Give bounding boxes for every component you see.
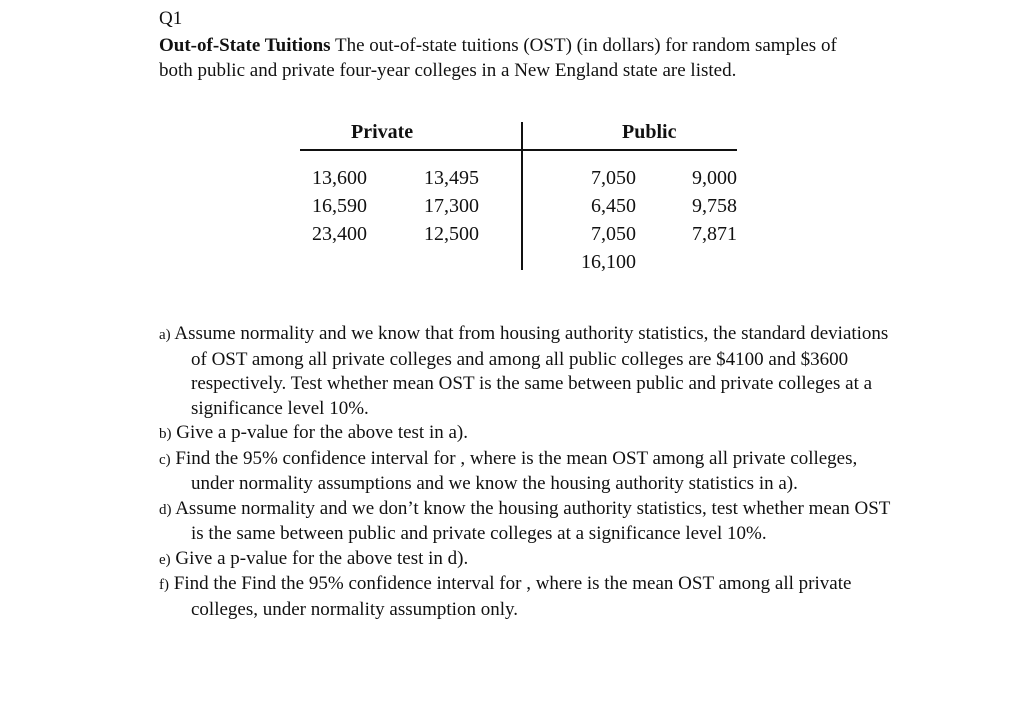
table-header-rule <box>300 149 737 151</box>
part-label: b) <box>159 426 172 442</box>
table-header-private: Private <box>351 121 414 143</box>
table-cell: 7,050 <box>591 223 636 245</box>
question-part-d <box>159 497 899 547</box>
table-cell: 12,500 <box>424 223 479 245</box>
table-cell: 17,300 <box>424 195 479 217</box>
part-text: Find the Find the 95% confidence interval for , where is the mean OST among all private colleges, under normality assumption only. <box>173 573 852 620</box>
question-intro <box>159 33 859 83</box>
table-cell: 16,100 <box>581 251 636 273</box>
part-text: Assume normality and we don’t know the housing authority statistics, test whether mean OST is the same between public and private colleges at a significance level 10%. <box>175 497 891 544</box>
table-header-public: Public <box>622 121 677 143</box>
question-part-e <box>159 547 899 573</box>
private-column-1 <box>297 164 367 248</box>
part-text: Find the 95% confidence interval for , where is the mean OST among all private colleges, under normality assumptions and we know the housing authority statistics in a). <box>175 447 858 494</box>
table-cell: 6,450 <box>591 195 636 217</box>
question-parts <box>159 322 899 622</box>
question-intro-text: The out-of-state tuitions (OST) (in dollars) for random samples of both public and private four-year colleges in a New England state are listed. <box>159 35 837 81</box>
public-column-2 <box>667 164 737 248</box>
table-cell: 16,590 <box>312 195 367 217</box>
private-column-2 <box>407 164 479 248</box>
part-label: f) <box>159 577 169 593</box>
table-cell: 9,000 <box>692 167 737 189</box>
table-cell: 7,050 <box>591 167 636 189</box>
part-label: e) <box>159 551 171 568</box>
question-number: Q1 <box>159 8 183 29</box>
table-divider <box>521 122 523 270</box>
question-part-b <box>159 421 899 447</box>
part-label: c) <box>159 451 171 468</box>
part-text: Give a p-value for the above test in a). <box>176 422 468 443</box>
table-cell: 9,758 <box>692 195 737 217</box>
public-column-1 <box>567 164 636 276</box>
part-text: Assume normality and we know that from housing authority statistics, the standard deviations of OST among all private colleges and among all public colleges are $4100 and $3600 respectively. Test whether mean OST is the same between public and private colleges at a significance level 10%. <box>174 323 889 419</box>
table-cell: 13,600 <box>312 167 367 189</box>
tuition-table <box>297 118 742 273</box>
part-label: a) <box>159 327 171 343</box>
question-title: Out-of-State Tuitions <box>159 35 331 56</box>
part-label: d) <box>159 501 172 518</box>
question-part-a <box>159 322 899 421</box>
table-cell: 7,871 <box>692 223 737 245</box>
part-text: Give a p-value for the above test in d). <box>175 547 469 569</box>
question-part-f <box>159 572 899 622</box>
table-cell: 23,400 <box>312 223 367 245</box>
table-cell: 13,495 <box>424 167 479 189</box>
question-part-c <box>159 447 899 497</box>
